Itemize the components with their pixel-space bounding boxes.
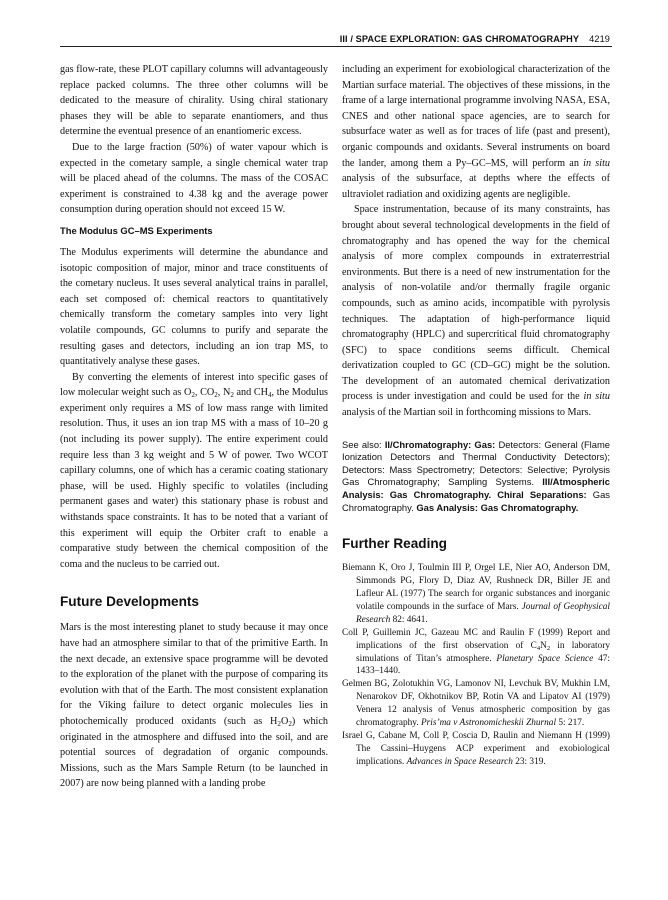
paragraph: Space instrumentation, because of its many constraints, has brought about several technological developments in the field of chromatography and has opened the way for the chemical analysis of more complex compounds in extraterrestrial environments. But there is a need of new instrumentation for the analysis of non-volatile and/or thermally fragile organic compounds, such as amino acids, incompatible with pyrolysis techniques. The adaptation of high-performance liquid chromatography (HPLC) and supercritical fluid chromatography (SFC) to space conditions seems difficult. Chemical derivatization coupled to GC (CD–GC) might be the solution. The development of an automated chemical derivatization process is under investigation and could be used for the in situ analysis of the Martian soil in forthcoming missions to Mars. xyxy=(342,204,610,419)
paragraph: The Modulus experiments will determine the abundance and isotopic composition of major, minor and trace constituents of the cometary nucleus. It uses several analytical trains in parallel, each set composed of: chemical reactors to quantitatively chemically transform the cometary samples into very light volatile compounds, GC columns to purify and separate the resulting gases and detectors, including an ion trap MS, to quantitatively analyse these gases. xyxy=(60,246,328,368)
running-title: III / SPACE EXPLORATION: GAS CHROMATOGRAPHY xyxy=(339,34,580,44)
reference-item: Gelmen BG, Zolotukhin VG, Lamonov NI, Levchuk BV, Mukhin LM, Nenarokov DF, Okhotnikov BP, Rotin VA and Lipatov AI (1979) Venera 12 analysis of Venus atmospheric composition by gas chromatography. Pris’ma v Astronomicheskii Zhurnal 5: 217. xyxy=(342,679,610,729)
reference-list xyxy=(342,562,610,769)
header-rule xyxy=(60,46,612,47)
paragraph: Mars is the most interesting planet to study because it may once have had an atmosphere similar to that of the primitive Earth. In the next decade, an extensive space programme will be devoted to the exploration of the planet with the purpose of comparing its evolution with that of the Earth. The most consistent explanation for the Viking failure to detect organic molecules lies in photochemically produced oxidants (such as $H_2O_2$) which originated in the atmosphere and diffused into the soil, and are potential sources of degradation of organic compounds. Missions, such as the Mars Sample Return (to be launched in 2007) are now being planned with a landing probe xyxy=(60,622,328,790)
section-heading: Further Reading xyxy=(342,536,447,552)
paragraph: gas flow-rate, these PLOT capillary columns will advantageously replace packed columns. The three other columns will be dedicated to the measure of chirality. Using chiral stationary phases they will be able to separate enantiomers, and thus determine the eventual presence of an enantiomeric excess. xyxy=(60,64,328,138)
left-column xyxy=(60,62,328,792)
see-also-link[interactable]: II/Chromatography: Gas: xyxy=(384,438,496,450)
right-column xyxy=(342,62,610,769)
reference-item: Coll P, Guillemin JC, Gazeau MC and Raulin F (1999) Report and implications of the first observation of $C_4N_2$ in laboratory simulations of Titan’s atmosphere. Planetary Space Science 47: 1433–1440. xyxy=(342,627,610,677)
subsection-heading: The Modulus GC–MS Experiments xyxy=(60,224,213,236)
paragraph: Due to the large fraction (50%) of water vapour which is expected in the cometary sample, a single chemical water trap will be placed ahead of the columns. The mass of the COSAC experiment is constrained to 4.38 kg and the average power consumption during operation should not exceed 15 W. xyxy=(60,141,328,216)
reference-item: Israel G, Cabane M, Coll P, Coscia D, Raulin and Niemann H (1999) The Cassini–Huygens ACP experiment and exobiological implications. Advances in Space Research 23: 319. xyxy=(342,731,610,767)
see-also-link[interactable]: Gas Analysis: Gas Chromatography. xyxy=(416,501,579,513)
section-heading: Future Developments xyxy=(60,594,199,610)
running-head xyxy=(0,34,610,44)
paragraph: By converting the elements of interest into specific gases of low molecular weight such as $O_2$, $CO_2$, $N_2$ and $CH_4$, the Modulus experiment only requires a MS of low mass range with limited resolution. Thus, it uses an ion trap MS with a mass of 10–20 g (not including its power supply). The entire experiment could require less than 3 kg weight and 5 W of power. Two WCOT capillary columns, one of which has a ceramic coating stationary phase, will be used. Highly specific to volatiles (including permanent gases and water) this stationary phase is robust and withstands space constraints. It has to be noted that a variant of this experiment will equip the Orbiter craft to enable a comparative study between the chemical composition of the coma and the nucleus to be carried out. xyxy=(60,371,328,570)
paragraph: including an experiment for exobiological characterization of the Martian surface material. The objectives of these missions, in the frame of a large international programme involving NASA, ESA, CNES and other national space agencies, are to search for subsurface water as well as for traces of life (past and present), organic compounds and oxidants. Several instruments on board the lander, among them a Py–GC–MS, will perform an in situ analysis of the subsurface, at depths where the effects of ultraviolet radiation and oxidizing agents are negligible. xyxy=(342,64,610,200)
see-also: See also: II/Chromatography: Gas: Detectors: General (Flame Ionization Detectors and Thermal Conductivity Detectors); Detectors: Mass Spectrometry; Detectors: Selective; Pyrolysis Gas Chromatography; Sampling Systems. III/Atmospheric Analysis: Gas Chromatography. Chiral Separations: Gas Chromatography. Gas Analysis: Gas Chromatography. xyxy=(342,438,610,513)
reference-item: Biemann K, Oro J, Toulmin III P, Orgel LE, Nier AO, Anderson DM, Simmonds PG, Flory D, Diaz AV, Rushneck DR, Biller JE and Lafleur AL (1977) The search for organic substances and inorganic volatile compounds in the surface of Mars. Journal of Geophysical Research 82: 4641. xyxy=(342,563,610,625)
see-also-link[interactable]: III/Atmospheric Analysis: Gas Chromatography. Chiral Separations: xyxy=(342,476,610,501)
page-number: 4219 xyxy=(589,34,610,44)
